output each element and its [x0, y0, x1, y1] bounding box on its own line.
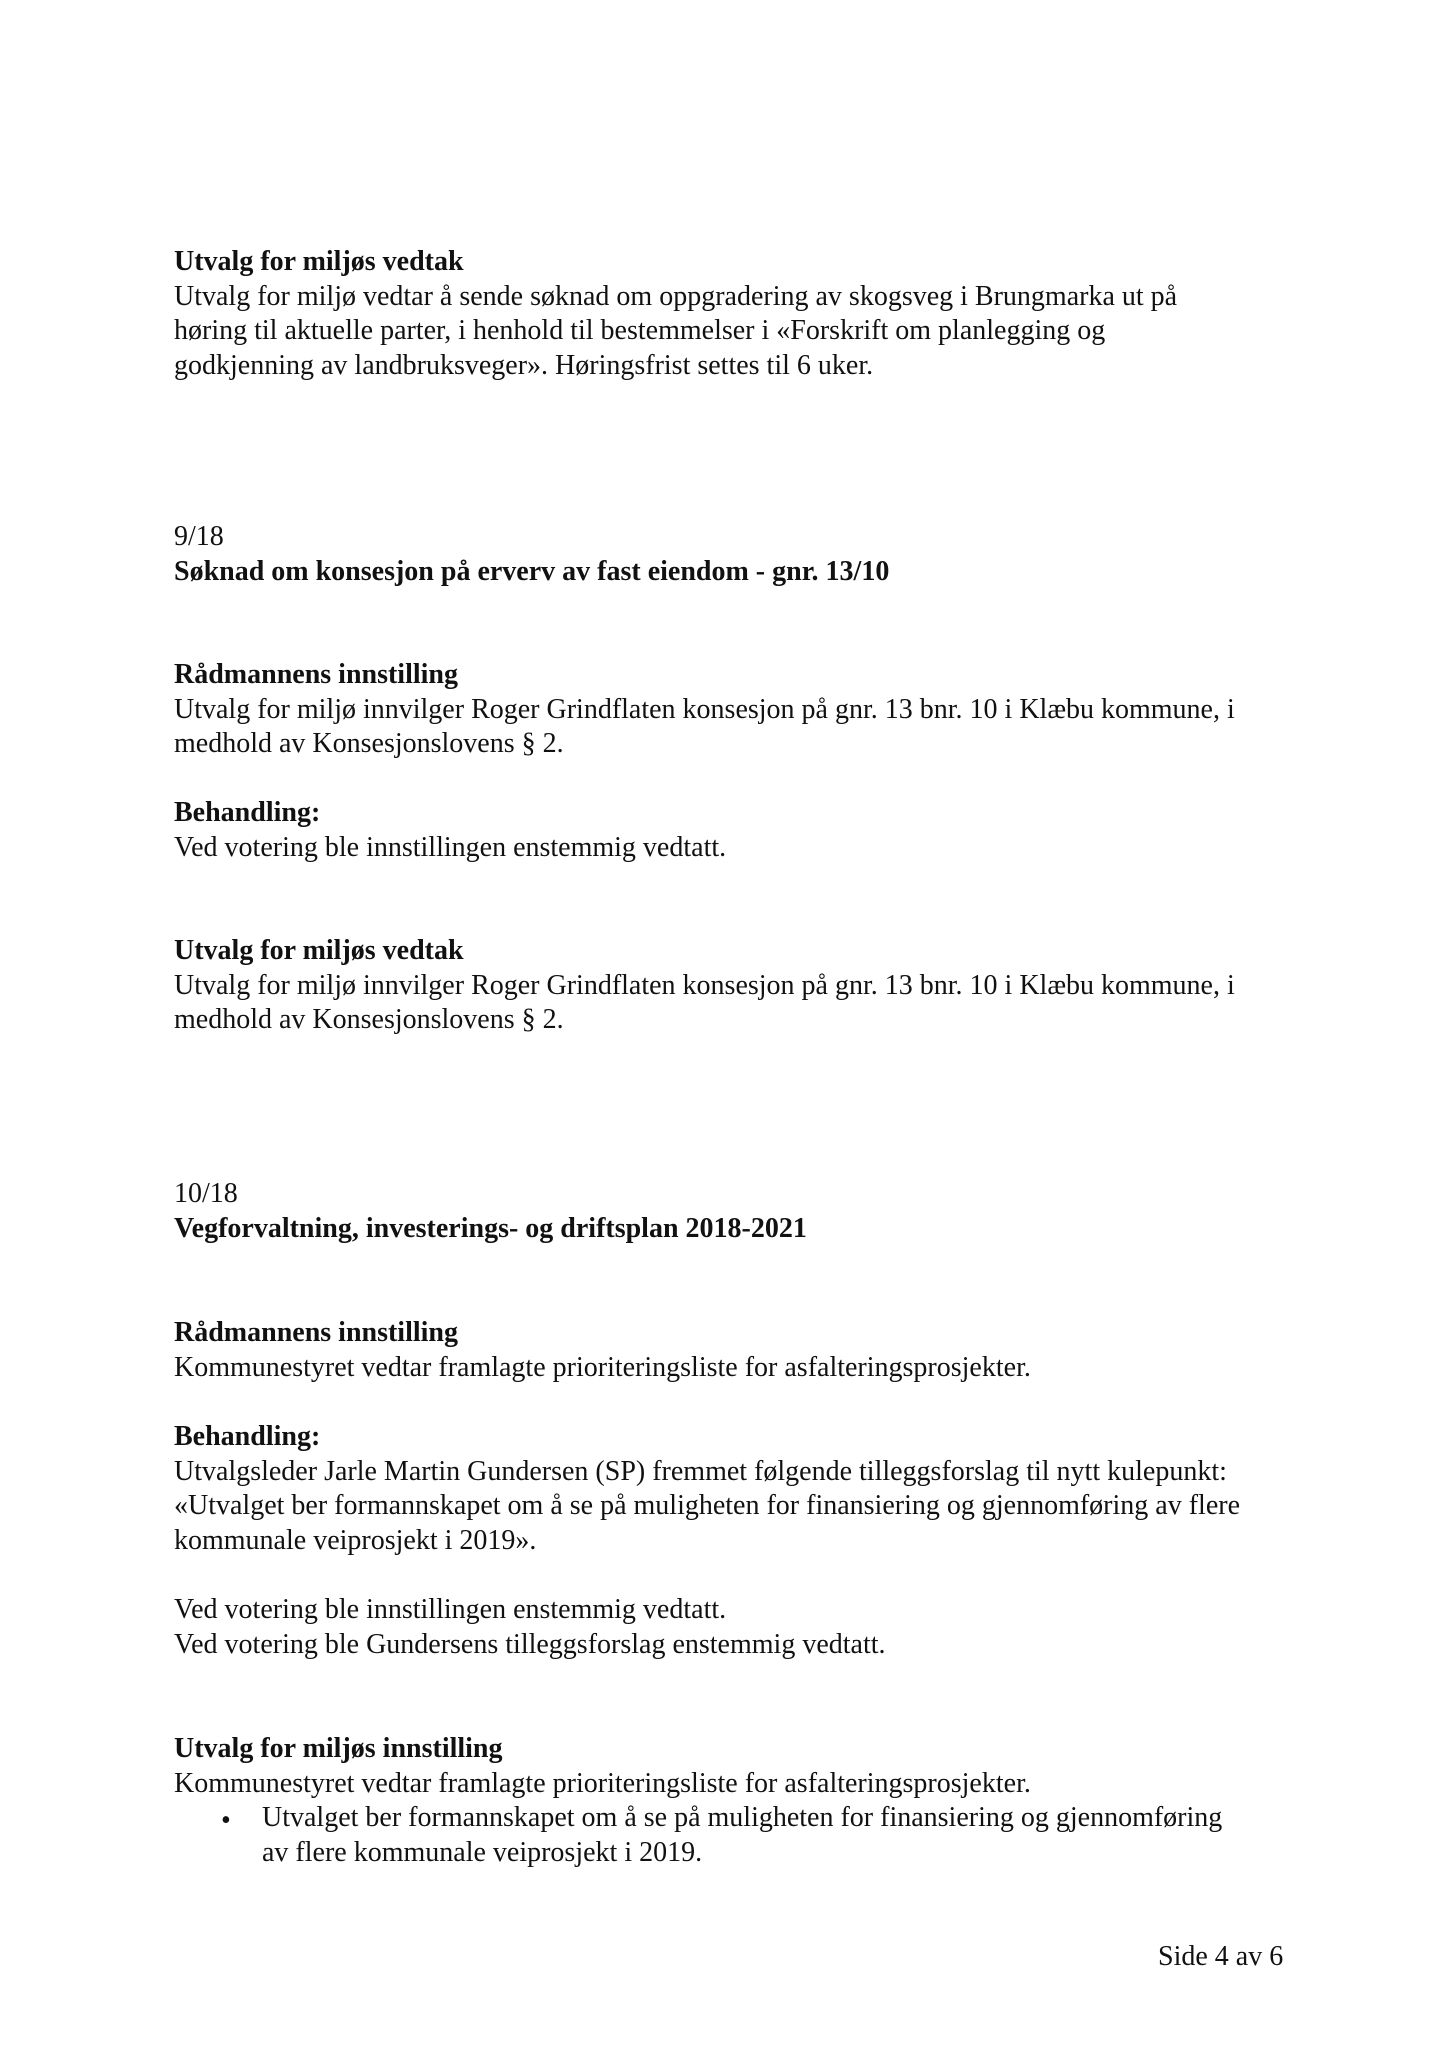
case-10-votering: [174, 1593, 1314, 1662]
vedtak-text-line: medhold av Konsesjonslovens § 2.: [174, 1004, 564, 1035]
vedtak-text-line: godkjenning av landbruksveger». Høringsfrist settes til 6 uker.: [174, 349, 874, 381]
behandling-text-line: kommunale veiprosjekt i 2019».: [174, 1524, 537, 1556]
case-9-header: [174, 520, 1314, 589]
innstilling-heading: Rådmannens innstilling: [174, 659, 458, 690]
votering-text-line: Ved votering ble innstillingen enstemmig vedtatt.: [174, 1594, 727, 1625]
case-10-header: [174, 1177, 1314, 1246]
case-10-utvalg-innstilling: [174, 1732, 1314, 1870]
behandling-heading: Behandling:: [174, 1421, 321, 1452]
innstilling-text-line: Utvalg for miljø innvilger Roger Grindflaten konsesjon på gnr. 13 bnr. 10 i Klæbu kommune, i: [174, 693, 1235, 725]
bullet-icon: •: [221, 1805, 231, 1836]
behandling-text-line: «Utvalget ber formannskapet om å se på muligheten for finansiering og gjennomføring av flere: [174, 1490, 1240, 1521]
vedtak-text-line: høring til aktuelle parter, i henhold til bestemmelser i «Forskrift om planlegging og: [174, 315, 1106, 346]
case-10-behandling: [174, 1420, 1314, 1558]
bullet-text-line: av flere kommunale veiprosjekt i 2019.: [262, 1836, 703, 1868]
innstilling-heading: Rådmannens innstilling: [174, 1317, 458, 1348]
case-number: 9/18: [174, 521, 224, 552]
vedtak-text-line: Utvalg for miljø vedtar å sende søknad om oppgradering av skogsveg i Brungmarka ut på: [174, 280, 1178, 312]
utvalg-innstilling-heading: Utvalg for miljøs innstilling: [174, 1733, 503, 1764]
vedtak-text-line: Utvalg for miljø innvilger Roger Grindflaten konsesjon på gnr. 13 bnr. 10 i Klæbu kommune, i: [174, 969, 1235, 1001]
case-title: Vegforvaltning, investerings- og driftsplan 2018-2021: [174, 1212, 807, 1244]
case-9-behandling: [174, 796, 1314, 865]
innstilling-text-line: Kommunestyret vedtar framlagte prioriteringsliste for asfalteringsprosjekter.: [174, 1351, 1031, 1383]
behandling-text-line: Ved votering ble innstillingen enstemmig vedtatt.: [174, 831, 727, 863]
vedtak-heading: Utvalg for miljøs vedtak: [174, 246, 464, 277]
case-10-innstilling: [174, 1316, 1314, 1385]
votering-text-line: Ved votering ble Gundersens tilleggsforslag enstemmig vedtatt.: [174, 1628, 886, 1660]
innstilling-text-line: medhold av Konsesjonslovens § 2.: [174, 728, 564, 759]
section-previous-vedtak: [174, 245, 1314, 383]
case-9-innstilling: [174, 658, 1314, 762]
bullet-list-item: [174, 1801, 1314, 1870]
case-9-vedtak: [174, 934, 1314, 1038]
page-number: Side 4 av 6: [1158, 1941, 1284, 1972]
case-number: 10/18: [174, 1178, 238, 1209]
behandling-heading: Behandling:: [174, 797, 321, 828]
utvalg-innstilling-text-line: Kommunestyret vedtar framlagte prioriteringsliste for asfalteringsprosjekter.: [174, 1767, 1031, 1799]
vedtak-heading: Utvalg for miljøs vedtak: [174, 935, 464, 966]
case-title: Søknad om konsesjon på erverv av fast eiendom - gnr. 13/10: [174, 555, 890, 587]
bullet-text-line: Utvalget ber formannskapet om å se på muligheten for finansiering og gjennomføring: [262, 1802, 1223, 1833]
behandling-text-line: Utvalgsleder Jarle Martin Gundersen (SP) fremmet følgende tilleggsforslag til nytt kulepunkt:: [174, 1455, 1227, 1487]
